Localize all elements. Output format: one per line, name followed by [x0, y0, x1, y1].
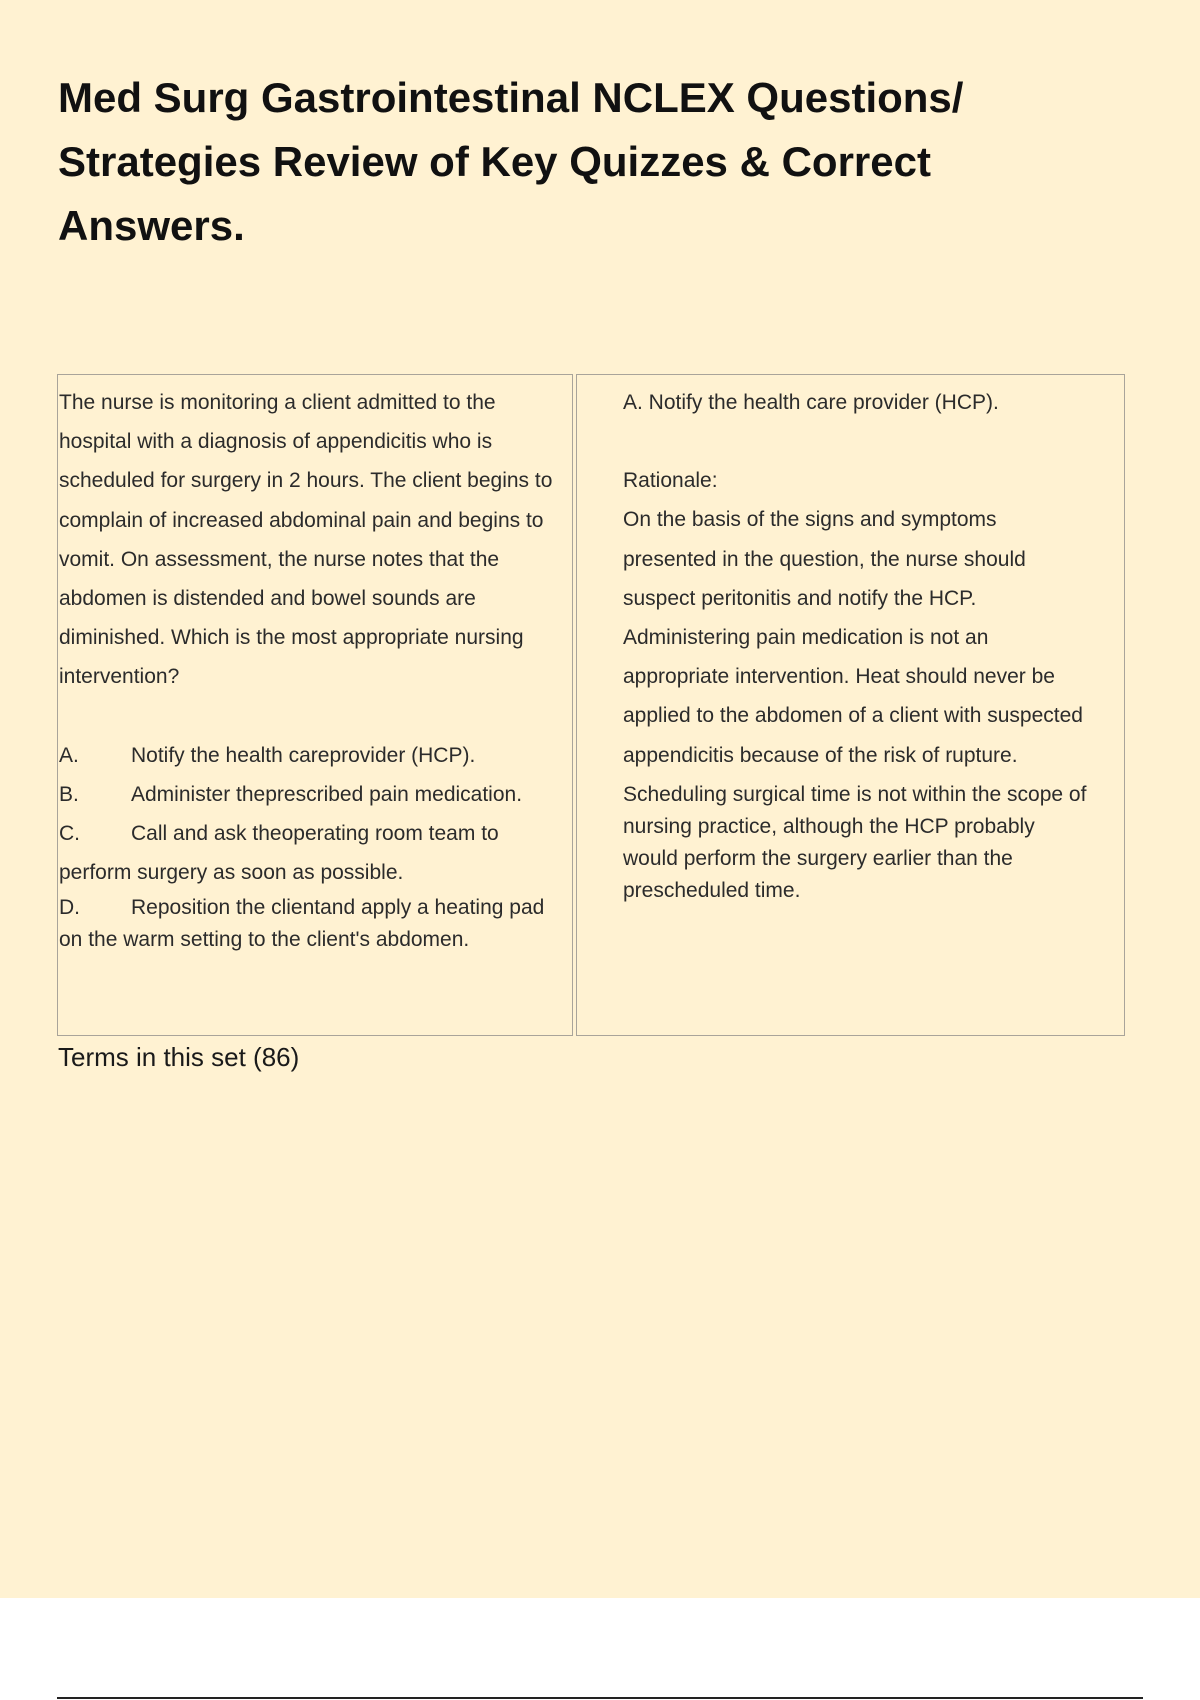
question-text: The nurse is monitoring a client admitted to the hospital with a diagnosis of appendicitis who is scheduled for surgery in 2 hours. The client begins to complain of increased abdominal pain and begins to vomit. On assessment, the nurse notes that the abdomen is distended and bowel sounds are diminished. Which is the most appropriate nursing intervention? — [59, 391, 553, 689]
option-b — [59, 775, 559, 814]
option-c — [59, 814, 559, 892]
rationale-label: Rationale: — [623, 469, 718, 493]
answer-spacer — [623, 422, 1093, 461]
answer-text: A. Notify the health care provider (HCP). — [623, 391, 999, 414]
document-title: Med Surg Gastrointestinal NCLEX Questions/ Strategies Review of Key Quizzes & Correct Answers. — [58, 74, 964, 249]
option-letter: A. — [59, 743, 79, 767]
flashcard — [57, 374, 1125, 1036]
rationale-main: On the basis of the signs and symptoms presented in the question, the nurse should suspect peritonitis and notify the HCP. Administering pain medication is not an appropriate intervention. Heat should never be applied to the abdomen of a client with suspected appendicitis because of the risk of rupture. — [623, 508, 1083, 767]
option-letter: D. — [59, 896, 80, 920]
option-letter: B. — [59, 782, 79, 806]
question-body — [59, 383, 559, 956]
option-text: Call and ask theoperating room team to perform surgery as soon as possible. — [59, 822, 499, 885]
option-text: Administer theprescribed pain medication. — [131, 782, 523, 806]
option-a — [59, 736, 559, 775]
answer-cell — [576, 374, 1125, 1036]
answer-body — [623, 383, 1093, 907]
option-text: Notify the health careprovider (HCP). — [131, 743, 476, 767]
option-letter: C. — [59, 822, 80, 846]
terms-count: Terms in this set (86) — [58, 1042, 300, 1072]
rationale-extra: Scheduling surgical time is not within the scope of nursing practice, although the HCP probably would perform the surgery earlier than the prescheduled time. — [623, 782, 1087, 902]
footer-divider — [57, 1697, 1143, 1699]
option-text: Reposition the clientand apply a heating pad on the warm setting to the client's abdomen. — [59, 896, 545, 952]
question-spacer — [59, 697, 559, 736]
option-d — [59, 892, 559, 956]
question-cell — [57, 374, 573, 1036]
